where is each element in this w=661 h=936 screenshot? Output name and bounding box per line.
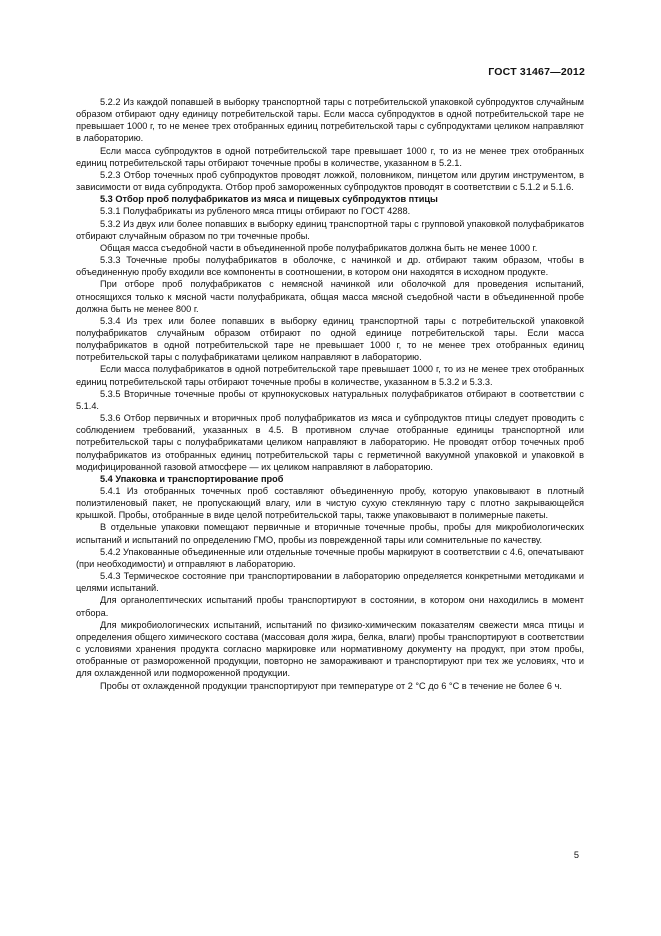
paragraph-5-3-6: 5.3.6 Отбор первичных и вторичных проб полуфабрикатов из мяса и субпродуктов птицы следует проводить с соблюдением требований, указанных в 4.5. В противном случае отобранные единицы транспортной или потребительской тары с полуфабрикатами целиком направляют в лабораторию. Не проводят отбор точечных проб полуфабрикатов из отобранных единиц потребительской тары с герметичной вакуумной упаковкой и упаковкой в модифицированной газовой атмосфере — их целиком направляют в лабораторию. — [76, 413, 584, 472]
section-heading-5-4: 5.4 Упаковка и транспортирование проб — [100, 473, 284, 484]
paragraph-5-4-3: 5.4.3 Термическое состояние при транспортировании в лабораторию определяется конкретными методиками и целями испытаний. — [76, 571, 584, 594]
document-code-header: ГОСТ 31467—2012 — [488, 66, 585, 78]
paragraph-5-3-2: 5.3.2 Из двух или более попавших в выборку единиц транспортной тары с групповой упаковкой полуфабрикатов отбирают случайным образом по три точечные пробы. — [76, 218, 584, 241]
paragraph-5-3-3: 5.3.3 Точечные пробы полуфабрикатов в оболочке, с начинкой и др. отбирают таким образом, чтобы в объединенную пробу входили все компоненты в соотношении, в котором они находятся в исходном продукте. — [76, 255, 584, 278]
paragraph: Если масса полуфабрикатов в одной потребительской таре превышает 1000 г, то из не менее трех отобранных единиц потребительской тары отбирают точечные пробы в количестве, указанном в 5.3.2 и 5.3.3. — [76, 364, 584, 387]
paragraph-5-3-1: 5.3.1 Полуфабрикаты из рубленого мяса птицы отбирают по ГОСТ 4288. — [100, 206, 411, 217]
paragraph-5-3-5: 5.3.5 Вторичные точечные пробы от крупнокусковых натуральных полуфабрикатов отбирают в соответствии с 5.1.4. — [76, 388, 584, 411]
paragraph-5-2-2: 5.2.2 Из каждой попавшей в выборку транспортной тары с потребительской упаковкой субпродуктов случайным образом отбирают одну единицу потребительской тары. Если масса субпродуктов в одной потребительской таре не превышает 1000 г, то не менее трех отобранных единиц потребительской тары с субпродуктами целиком направляют в лабораторию. — [76, 97, 584, 144]
paragraph-5-2-3: 5.2.3 Отбор точечных проб субпродуктов проводят ложкой, половником, пинцетом или другим инструментом, в зависимости от вида субпродукта. Отбор проб замороженных субпродуктов проводят в соответствии с 5.1.2 и 5.1.6. — [76, 169, 584, 193]
paragraph-5-3-4: 5.3.4 Из трех или более попавших в выборку единиц транспортной тары с потребительской упаковкой полуфабрикатов случайным образом отбирают по одной единице потребительской тары. Если масса полуфабрикатов в одной потребительской таре не превышает 1000 г, то не менее трех отобранных единиц потребительской тары с полуфабрикатами целиком направляют в лабораторию. — [76, 315, 584, 363]
paragraph-5-4-2: 5.4.2 Упакованные объединенные или отдельные точечные пробы маркируют в соответствии с 4.6, опечатывают (при необходимости) и отправляют в лабораторию. — [76, 546, 584, 569]
paragraph: В отдельные упаковки помещают первичные и вторичные точечные пробы, пробы для микробиологических испытаний и испытаний по определению ГМО, пробы из поврежденной тары или сомнительные по качеству. — [76, 522, 584, 545]
paragraph: Пробы от охлажденной продукции транспортируют при температуре от 2 °С до 6 °С в течение не более 6 ч. — [100, 680, 562, 691]
page-number: 5 — [573, 850, 579, 860]
document-body — [76, 96, 584, 692]
paragraph: Для органолептических испытаний пробы транспортируют в состоянии, в котором они находились в момент отбора. — [76, 595, 584, 618]
paragraph: Общая масса съедобной части в объединенной пробе полуфабрикатов должна быть не менее 1000 г. — [100, 242, 538, 253]
paragraph-5-4-1: 5.4.1 Из отобранных точечных проб составляют объединенную пробу, которую упаковывают в плотный полиэтиленовый пакет, не пропускающий влагу, или в чистую сухую стеклянную тару с плотно закрывающейся крышкой. Пробы, отобранные в виде целой потребительской тары, также упаковывают в полимерные пакеты. — [76, 486, 584, 521]
paragraph: При отборе проб полуфабрикатов с немясной начинкой или оболочкой для проведения испытаний, относящихся только к мясной части полуфабриката, общая масса мясной съедобной части в объединенной пробе должна быть не менее 800 г. — [76, 279, 584, 314]
paragraph: Для микробиологических испытаний, испытаний по физико-химическим показателям свежести мяса птицы и определения общего химического состава (массовая доля жира, белка, влаги) пробы транспортируют в соответствии с условиями хранения продукта согласно маркировке или нормативному документу на продукт, при этом пробы, отобранные от размороженной продукции, повторно не замораживают и транспортируют при тех же условиях, что и для охлажденной или подмороженной продукции. — [76, 619, 584, 679]
paragraph: Если масса субпродуктов в одной потребительской таре превышает 1000 г, то из не менее трех отобранных единиц потребительской тары отбирают точечные пробы в количестве, указанном в 5.2.1. — [76, 145, 584, 168]
section-heading-5-3: 5.3 Отбор проб полуфабрикатов из мяса и пищевых субпродуктов птицы — [100, 194, 438, 205]
